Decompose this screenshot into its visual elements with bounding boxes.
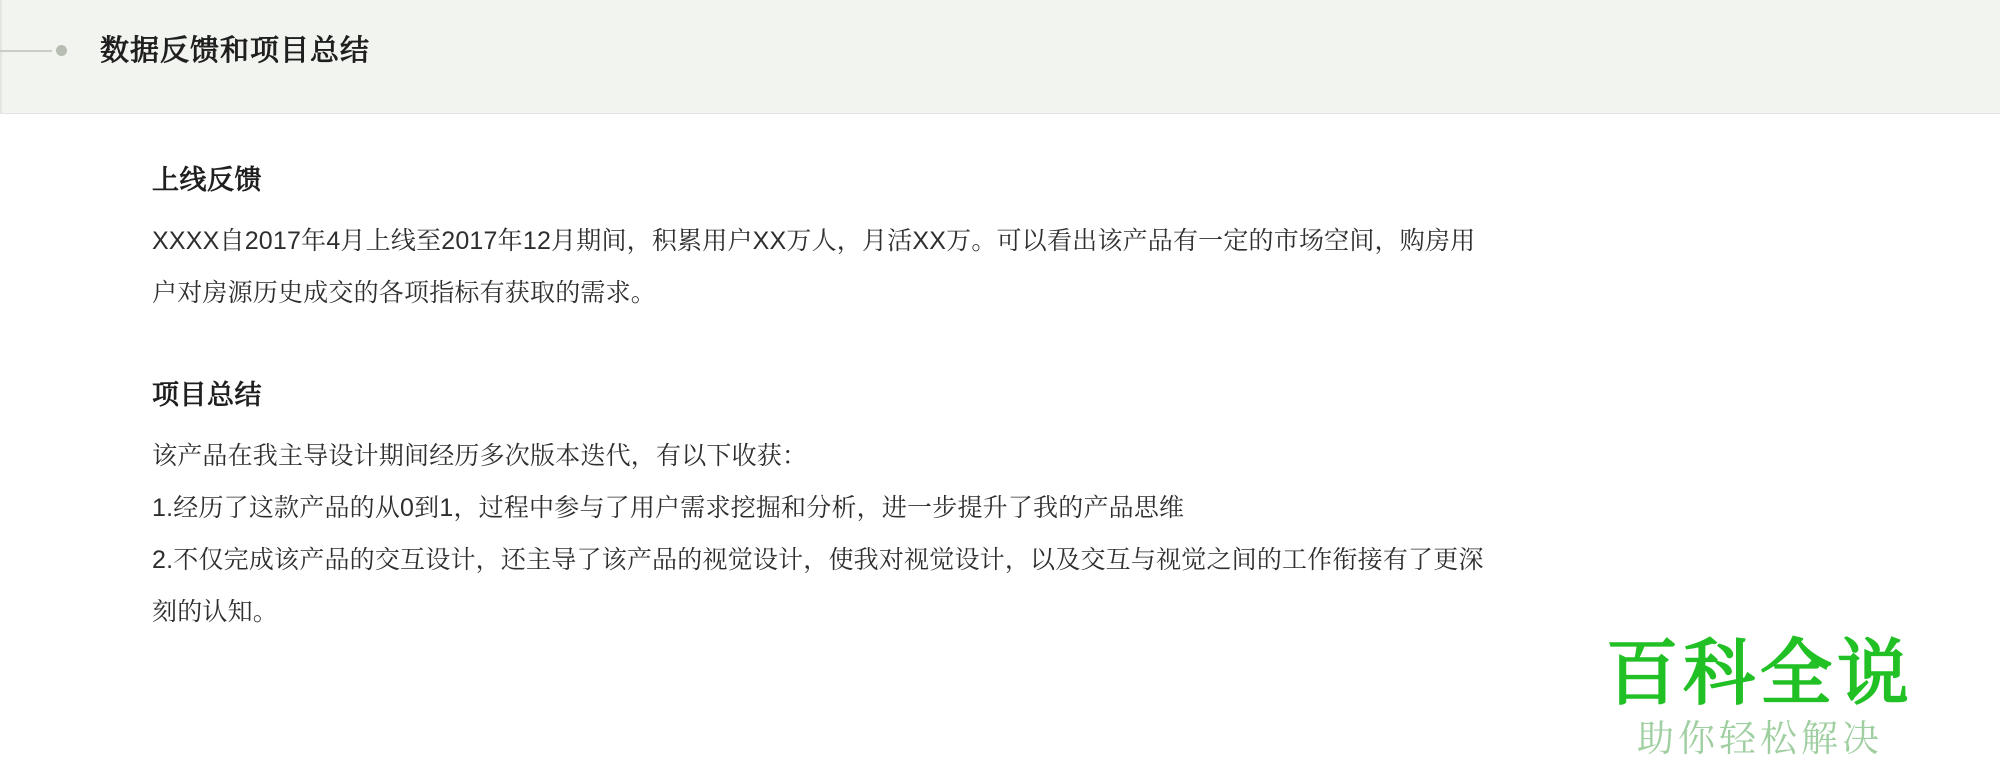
header-left-edge xyxy=(0,0,2,114)
page-header xyxy=(0,0,2000,114)
section-heading-online-feedback: 上线反馈 xyxy=(152,165,262,195)
document-content xyxy=(0,114,2000,638)
section-spacer xyxy=(0,319,2000,373)
page-title: 数据反馈和项目总结 xyxy=(100,35,371,67)
paragraph-online-feedback: XXXX自2017年4月上线至2017年12月期间，积累用户XX万人，月活XX万。可以看出该产品有一定的市场空间，购房用户对房源历史成交的各项指标有获取的需求。 xyxy=(152,227,1476,307)
section-heading-project-summary: 项目总结 xyxy=(152,380,262,410)
summary-point-2: 2.不仅完成该产品的交互设计，还主导了该产品的视觉设计，使我对视觉设计，以及交互与视觉之间的工作衔接有了更深刻的认知。 xyxy=(152,546,1484,626)
summary-point-1: 1.经历了这款产品的从0到1，过程中参与了用户需求挖掘和分析，进一步提升了我的产品思维 xyxy=(152,494,1185,522)
section-project-summary xyxy=(152,373,1512,638)
watermark-tagline-text: 助你轻松解决 xyxy=(1637,718,1883,759)
header-rule-line xyxy=(0,50,52,52)
section-online-feedback xyxy=(152,158,1512,319)
watermark-brand-text: 百科全说 xyxy=(1605,634,1914,714)
paragraph-summary-intro: 该产品在我主导设计期间经历多次版本迭代，有以下收获： xyxy=(152,442,808,470)
watermark xyxy=(1580,634,1940,759)
bullet-dot-icon xyxy=(56,45,67,56)
